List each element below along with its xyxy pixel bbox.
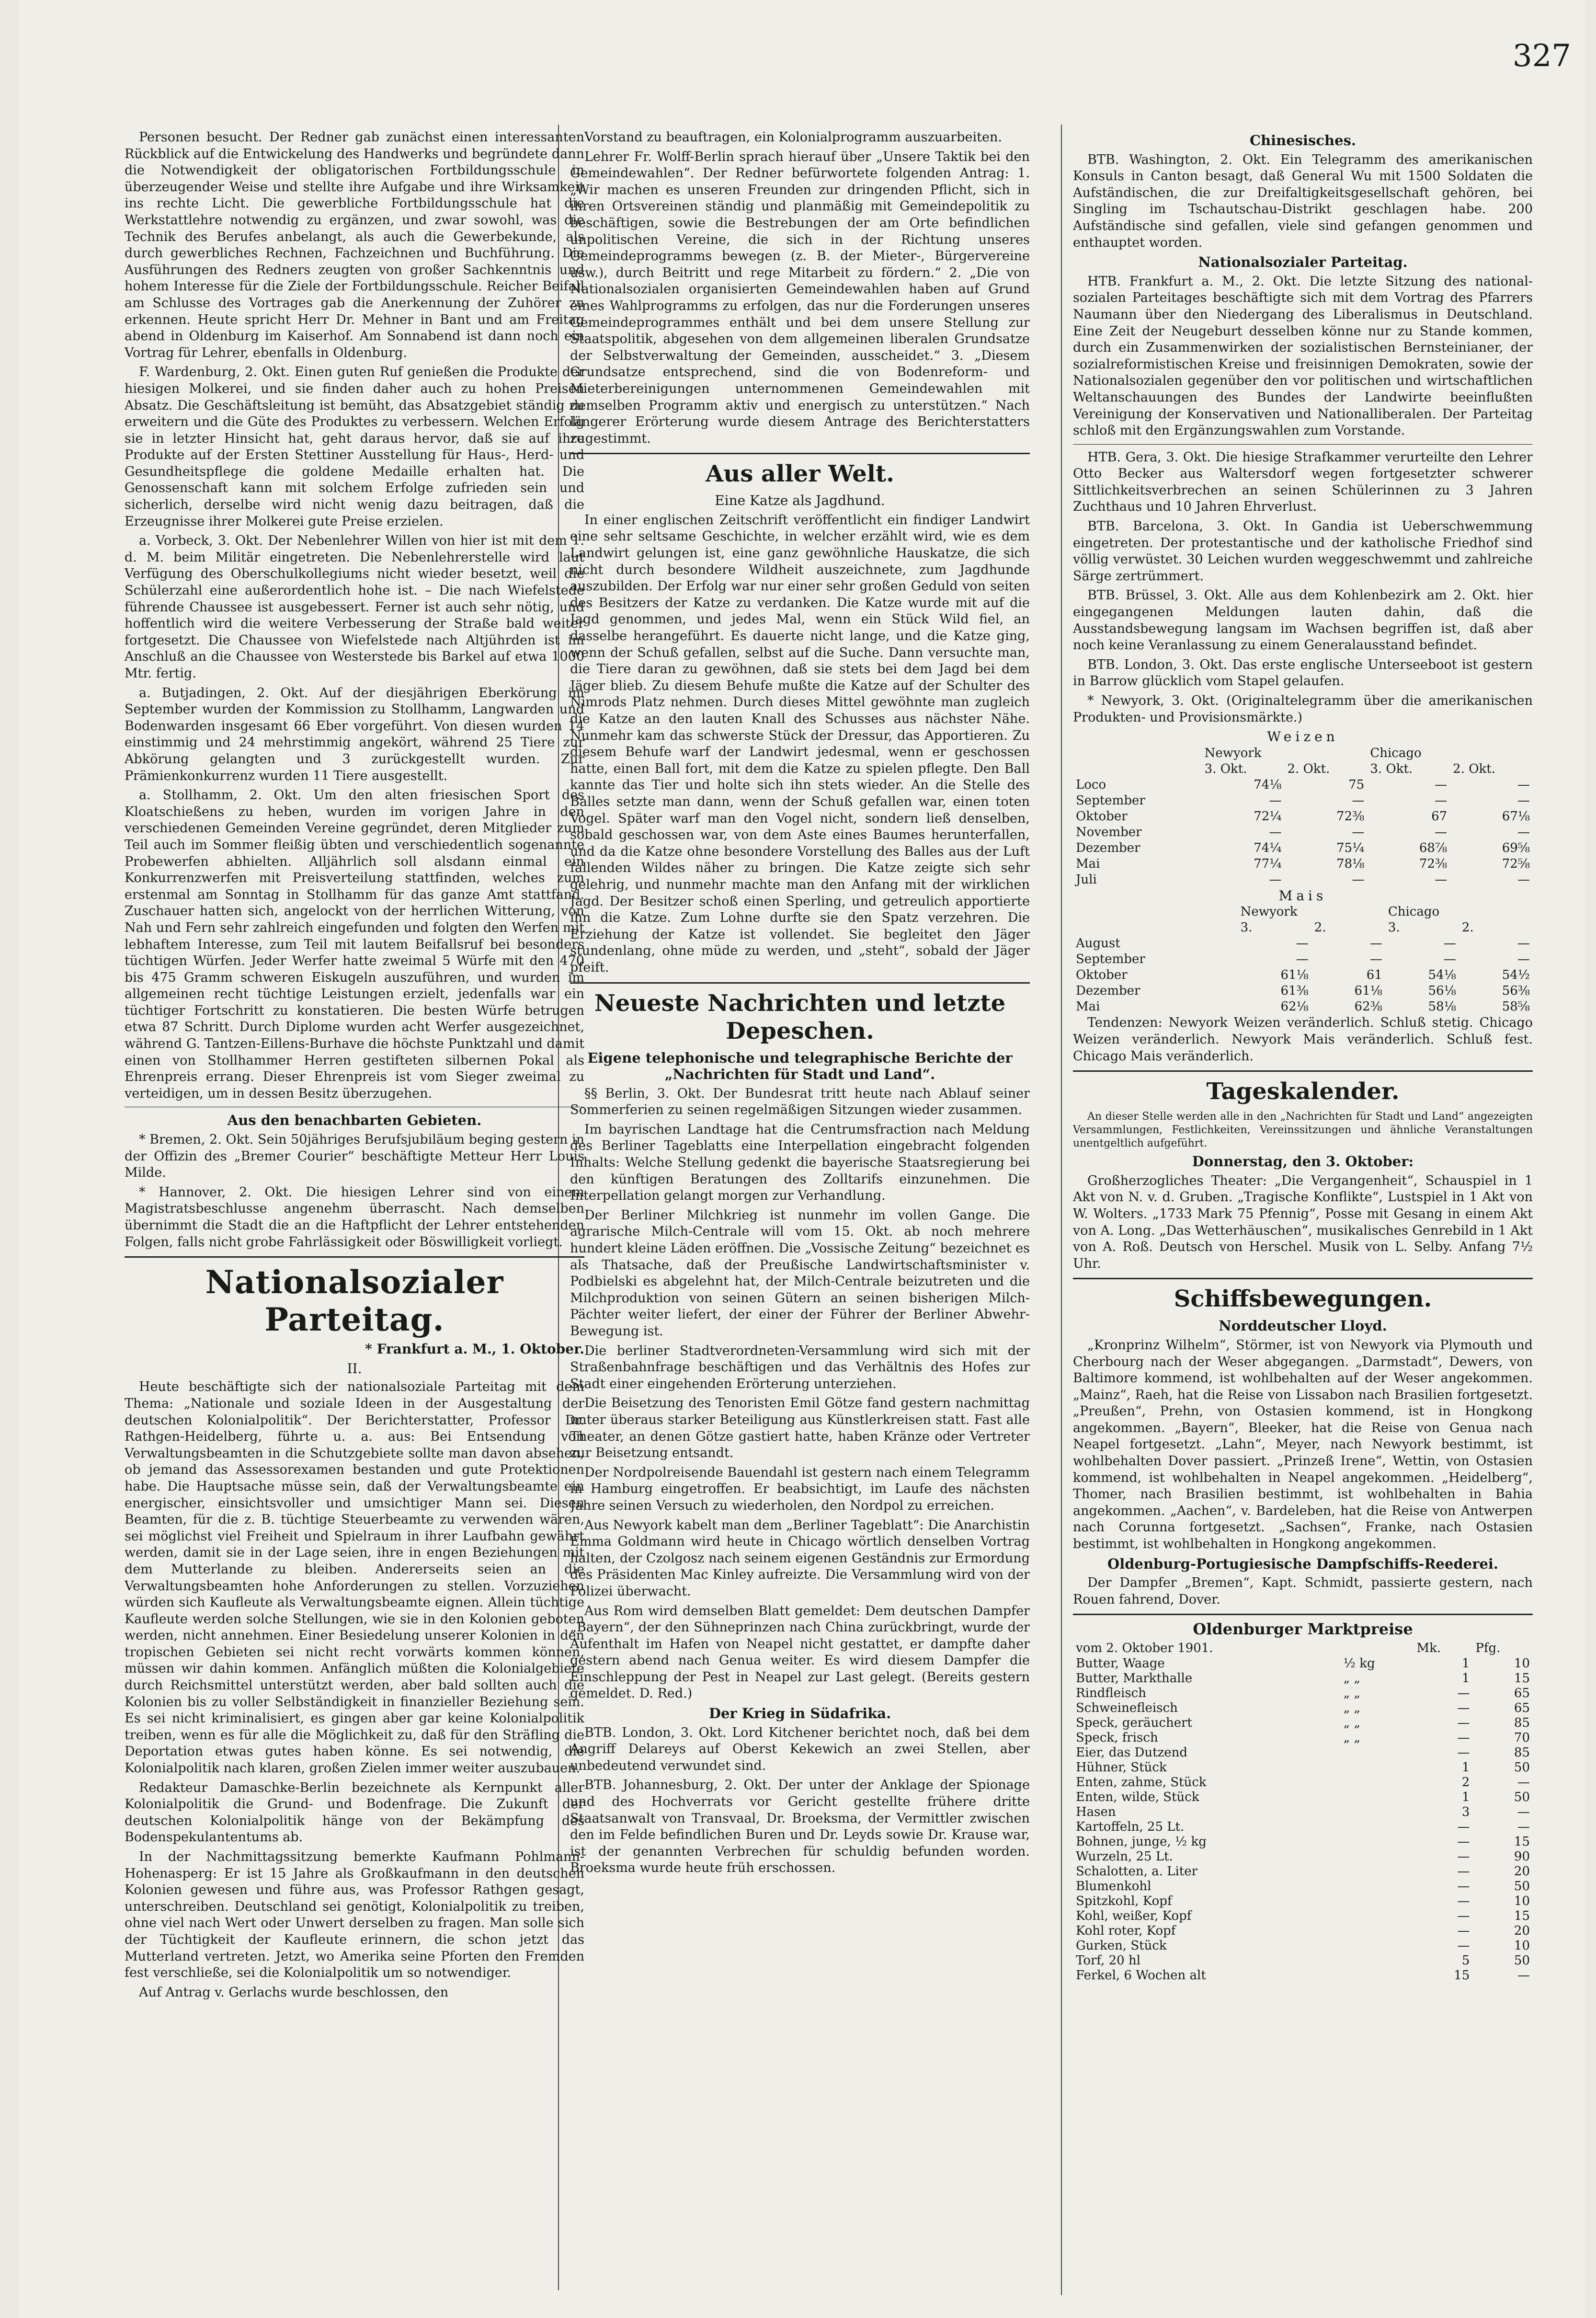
table-row	[1073, 1909, 1533, 1924]
price-cell: 61	[1366, 968, 1382, 983]
item-label: Enten, wilde, Stück	[1076, 1790, 1199, 1804]
article-text: „Kronprinz Wilhelm“, Störmer, ist von Newyork via Plymouth und Cherbourg nach der Weser abgegangen. „Darmstadt“, Dewers, von Baltimore kommend, ist wohlbehalten auf der Weser angekommen. „Mainz“, Raeh, hat die Reise von Lissabon nach Brasilien fortgesetzt. „Preußen“, Prehn, von Ostasien kommend, ist in Hongkong angekommen. „Bayern“, Bleeker, hat die Reise von Genua nach Neapel fortgesetzt. „Lahn“, Meyer, nach Newyork bestimmt, ist wohlbehalten Dover passiert. „Prinzeß Irene“, Wettin, von Ostasien kommend, ist wohlbehalten in Neapel angekommen. „Heidelberg“, Thomer, nach Brasilien bestimmt, ist wohlbehalten in Bahia angekommen. „Aachen“, v. Bardeleben, hat die Reise von Antwerpen nach Corunna fortgesetzt. „Sachsen“, Franke, nach Ostasien bestimmt, ist wohlbehalten in Hongkong angekommen.	[1073, 1337, 1533, 1552]
table-row	[1073, 1701, 1533, 1716]
price-cell: 72¼	[1254, 809, 1282, 824]
item-label: Enten, zahme, Stück	[1076, 1775, 1207, 1790]
column-header: 2.	[1314, 920, 1326, 935]
table-row	[1073, 1968, 1533, 1983]
table-row	[1073, 1805, 1533, 1820]
price-cell: —	[1435, 777, 1448, 792]
price-cell: 77¼	[1254, 856, 1282, 871]
item-label: Gurken, Stück	[1076, 1939, 1167, 1953]
mark-cell: —	[1457, 1686, 1470, 1700]
table-header	[1073, 746, 1533, 761]
article-text: Auf Antrag v. Gerlachs wurde beschlossen, den	[139, 1985, 449, 2000]
item-label: Kartoffeln, 25 Lt.	[1076, 1820, 1185, 1834]
price-cell: 68⅞	[1419, 840, 1448, 855]
price-cell: —	[1369, 952, 1382, 967]
mark-cell: —	[1457, 1731, 1470, 1745]
price-cell: 78⅛	[1336, 856, 1365, 871]
article-text: Der Nordpolreisende Bauendahl ist gestern nach einem Telegramm in Hamburg eingetroffen. Er beabsichtigt, im Laufe des nächsten Jahre seinen Versuch zu wiederholen, den Nordpol zu erreichen.	[570, 1465, 1030, 1513]
mark-cell: —	[1457, 1716, 1470, 1730]
table-row	[1073, 1760, 1533, 1775]
divider	[1073, 1070, 1533, 1072]
item-label: Speck, frisch	[1076, 1731, 1158, 1745]
item-label: Schalotten, a. Liter	[1076, 1864, 1198, 1879]
month-label: Oktober	[1076, 968, 1128, 983]
article-heading: Chinesisches.	[1249, 132, 1356, 149]
table-row	[1073, 952, 1533, 967]
article-text: a. Vorbeck, 3. Okt. Der Nebenlehrer Willen von hier ist mit dem 1. d. M. beim Militär eingetreten. Die Nebenlehrerstelle wird laut Verfügung des Oberschulkollegiums nicht wieder besetzt, weil die Schülerzahl eine außerordentlich hohe ist. – Die nach Wiefelstede führende Chaussee ist ausgebessert. Ferner ist auch sehr nötig, und hoffentlich wird die weitere Verbesserung der Straße bald weiter fortgesetzt. Die Chaussee von Wiefelstede nach Altjührden ist im Anschluß an die Chaussee von Westerstede bis Barkel auf etwa 1000 Mtr. fertig.	[125, 533, 584, 681]
unit-cell	[1341, 1879, 1414, 1894]
column-header: 3. Okt.	[1204, 761, 1247, 776]
price-cell: 56⅜	[1502, 984, 1530, 998]
month-label: Dezember	[1076, 984, 1140, 998]
unit-cell	[1341, 1953, 1414, 1968]
article-text: * Hannover, 2. Okt. Die hiesigen Lehrer sind von einem Magistratsbeschlusse angenehm überrascht. Nach demselben übernimmt die Stadt die an die Haftpflicht der Lehrer entstehenden Folgen, falls nicht grobe Fahrlässigkeit oder Böswilligkeit vorliegt.	[125, 1184, 584, 1250]
month-label: Mai	[1076, 999, 1100, 1014]
month-label: November	[1076, 825, 1142, 839]
column-header: 2. Okt.	[1287, 761, 1330, 776]
price-cell: 67	[1431, 809, 1448, 824]
unit-cell	[1341, 1968, 1414, 1983]
article-text: Die Beisetzung des Tenoristen Emil Götze fand gestern nachmittag unter überaus starker Beteiligung aus Künstlerkreisen statt. Fast alle Theater, an denen Götze gastiert hatte, haben Kränze oder Vertreter zur Beisetzung entsandt.	[570, 1396, 1030, 1461]
table-row	[1073, 856, 1533, 872]
unit-cell	[1341, 1760, 1414, 1775]
pfennig-cell: 70	[1514, 1731, 1530, 1745]
article-text: Der Dampfer „Bremen“, Kapt. Schmidt, passierte gestern, nach Rouen fahrend, Dover.	[1073, 1575, 1533, 1607]
price-cell: —	[1517, 777, 1530, 792]
unit-cell	[1341, 1924, 1414, 1939]
table-header	[1073, 920, 1533, 936]
item-label: Kohl, weißer, Kopf	[1076, 1909, 1192, 1923]
unit-cell: „ „	[1343, 1716, 1360, 1730]
table-row	[1073, 1775, 1533, 1790]
article-text: a. Butjadingen, 2. Okt. Auf der diesjährigen Eberkörung im September wurden der Kommission zu Stollhamm, Langwarden und Bodenwarden insgesamt 66 Eber vorgeführt. Von diesen wurden 14 einstimmig und 24 mehrstimmig angekört, während 25 Tiere zur Abkörung gelangten und 3 zurückgestellt wurden. Zur Prämienkonkurrenz wurden 11 Tiere ausgestellt.	[125, 685, 584, 783]
pfennig-cell: 20	[1514, 1924, 1530, 1938]
pfennig-cell: 10	[1514, 1656, 1530, 1671]
article-text: F. Wardenburg, 2. Okt. Einen guten Ruf genießen die Produkte der hiesigen Molkerei, und sie finden daher auch zu hohen Preisen Absatz. Die Geschäftsleitung ist bemüht, das Absatzgebiet ständig zu erweitern und die Güte des Produktes zu verbessern. Welchen Erfolg sie in letzter Hinsicht hat, geht daraus hervor, daß sie auf ihre Produkte auf der Ersten Stettiner Ausstellung für Haus-, Herd- und Gesundheitspflege die goldene Medaille erhalten hat. Die Genossenschaft kann mit solchem Erfolge zufrieden sein und sicherlich, derselbe wird nicht wenig dazu beitragen, daß die Erzeugnisse ihrer Molkerei gute Preise erzielen.	[125, 365, 584, 529]
table-row	[1073, 1953, 1533, 1968]
item-label: Torf, 20 hl	[1076, 1953, 1141, 1968]
article-text: Im bayrischen Landtage hat die Centrumsfraction nach Meldung des Berliner Tageblatts eine Interpellation eingebracht folgenden Inhalts: Welche Stellung gedenkt die bayerische Staatsregierung bei den künftigen Beratungen des Zolltarifs einzunehmen. Die Interpellation gelangt morgen zur Verhandlung.	[570, 1122, 1030, 1204]
table-row	[1073, 1939, 1533, 1953]
price-cell: —	[1435, 825, 1448, 839]
column-header: 2.	[1461, 920, 1474, 935]
month-label: Loco	[1076, 777, 1106, 792]
table-header	[1073, 761, 1533, 777]
mark-cell: —	[1457, 1835, 1470, 1849]
pfennig-cell: 65	[1514, 1701, 1530, 1715]
table-row	[1073, 825, 1533, 840]
pfennig-cell: 85	[1514, 1716, 1530, 1730]
price-cell: 58⅛	[1428, 999, 1456, 1014]
column-3	[1073, 129, 1533, 2295]
table-row	[1073, 983, 1533, 999]
price-cell: —	[1517, 936, 1530, 951]
item-label: Butter, Waage	[1076, 1656, 1165, 1671]
mark-cell: —	[1457, 1745, 1470, 1760]
section-heading: Neueste Nachrichten und letzte Depeschen.	[594, 989, 1006, 1044]
column-rule	[1061, 125, 1062, 2295]
table-row	[1073, 967, 1533, 983]
price-cell: 72⅜	[1419, 856, 1448, 871]
table-row	[1073, 872, 1533, 888]
wheat-table	[1073, 746, 1533, 888]
page-number: 327	[1512, 38, 1571, 74]
table-row	[1073, 1849, 1533, 1864]
article-text: a. Stollhamm, 2. Okt. Um den alten friesischen Sport des Kloatschießens zu heben, wurden im vorigen Jahre in den verschiedenen Gemeinden Vereine gegründet, deren Mitglieder zum Teil auch im Sommer fleißig übten und verschiedentlich sogenannte Probewerfen abhielten. Alljährlich soll alsdann einmal ein Konkurrenzwerfen mit Preisverteilung stattfinden, welches zum erstenmal am Sonntag in Stollhamm für das ganze Amt stattfand. Zuschauer hatten sich, angelockt von der herrlichen Witterung, von Nah und Fern sehr zahlreich eingefunden und folgten den Werfen mit lebhaftem Interesse, zum Teil mit lautem Beifallsruf bei besonders tüchtigen Würfen. Jeder Werfer hatte zweimal 5 Würfe mit den 470 bis 475 Gramm schweren Eiskugeln auszuführen, und wurden im allgemeinen recht tüchtige Leistungen erzielt, jedenfalls war ein tüchtiger Fortschritt zu konstatieren. Die besten Würfe betrugen etwa 87 Schritt. Durch Diplome wurden acht Werfer ausgezeichnet, während G. Tantzen-Eillens-Burhave die höchste Punktzahl und damit einen von Stollhammer Herren gestifteten silbernen Pokal als Ehrenpreis errang. Dieser Ehrenpreis ist vom Sieger zweimal zu verteidigen, um in dessen Besitz überzugehen.	[125, 788, 584, 1101]
unit-cell	[1341, 1864, 1414, 1879]
dateline: * Frankfurt a. M., 1. Oktober.	[365, 1341, 584, 1357]
price-cell: —	[1443, 952, 1456, 967]
article-text: Redakteur Damaschke-Berlin bezeichnete als Kernpunkt aller Kolonialpolitik die Grund- und Bodenfrage. Die Zukunft der deutschen Kolonialpolitik hänge von der Bekämpfung des Bodenspekulantentums ab.	[125, 1780, 584, 1845]
pfennig-cell: —	[1517, 1775, 1530, 1790]
month-label: Juli	[1076, 872, 1097, 887]
pfennig-cell: 15	[1514, 1835, 1530, 1849]
article-heading: Der Krieg in Südafrika.	[708, 1705, 891, 1722]
article-text: BTB. Barcelona, 3. Okt. In Gandia ist Ueberschwemmung eingetreten. Der protestantische und der katholische Friedhof sind völlig verwüstet. 30 Leichen wurden weggeschwemmt und zahlreiche Särge zertrümmert.	[1073, 519, 1533, 584]
price-cell: —	[1517, 825, 1530, 839]
column-header: 3. Okt.	[1370, 761, 1413, 776]
calendar-text: Großherzogliches Theater: „Die Vergangenheit“, Schauspiel in 1 Akt von N. v. d. Gruben. „Tragische Konflikte“, Lustspiel in 1 Akt von W. Wolters. „1733 Mark 75 Pfennig“, Posse mit Gesang in einem Akt von A. Long. „Das Wetterhäuschen“, musikalisches Genrebild in 1 Akt von A. Roß. Deutsch von Herschel. Musik von L. Selby. Anfang 7½ Uhr.	[1073, 1173, 1533, 1271]
article-text: Heute beschäftigte sich der nationalsoziale Parteitag mit dem Thema: „Nationale und soziale Ideen in der Ausgestaltung der deutschen Kolonialpolitik“. Der Berichterstatter, Professor Dr. Rathgen-Heidelberg, führte u. a. aus: Bei Entsendung von Verwaltungsbeamten in die Schutzgebiete sollte man davon absehen, ob jemand das Assessorexamen bestanden und gute Protektionen habe. Die Hauptsache müsse sein, daß der Verwaltungsbeamte ein energischer, einsichtsvoller und umsichtiger Mann sei. Diesen Beamten, für die z. B. tüchtige Steuerbeamte zu verwenden wären, sei möglichst viel Freiheit und Spielraum in ihrer Laufbahn gewährt werden, damit sie in der Lage seien, ihre in engen Beziehungen mit dem Mutterlande zu bleiben. Andererseits seien an die Verwaltungsbeamten hohe Anforderungen zu stellen. Vorzuziehen würden sich Kaufleute als Verwaltungsbeamte eignen. Allein tüchtige Kaufleute werden solche Stellungen, wie sie in den Kolonien geboten werden, nicht annehmen. Einer Besiedelung unserer Kolonien in den tropischen Gebieten sei nicht recht vorwärts kommen können, müssen wir dahin kommen. Anfänglich müßten die Kolonialgebiete durch Reichsmittel unterstützt werden, aber bald sollten auch die Kolonien bis zu voller Selbständigkeit in finanzieller Beziehung sein. Es sei nicht kriminalisiert, es gingen aber gar keine Kolonialpolitik treiben, wenn es für alle die Möglichkeit zu, daß für den Sträfling die Deportation etwas gutes haben könne. Es sei notwendig, die Kolonialpolitik nach klaren, großen Zielen immer weiter auszubauen.	[125, 1379, 584, 1776]
article-text: In der Nachmittagssitzung bemerkte Kaufmann Pohlmann-Hohenasperg: Er ist 15 Jahre als Großkaufmann in den deutschen Kolonien gewesen und führe aus, was Professor Rathgen gesagt, unterschreiben. Deutschland sei genötigt, Kolonialpolitik zu treiben, ohne viel nach Wert oder Unwert derselben zu fragen. Man solle sich der Tüchtigkeit der Kaufleute erinnern, die schon jetzt das Mutterland vertreten. Jetzt, wo Amerika seine Pforten den Fremden fest verschließe, sei die Kolonialpolitik um so notwendiger.	[125, 1849, 584, 1981]
mark-cell: —	[1457, 1820, 1470, 1834]
pfennig-cell: 50	[1514, 1953, 1530, 1968]
month-label: Mai	[1076, 856, 1100, 871]
unit-cell	[1341, 1805, 1414, 1820]
mark-cell: —	[1457, 1924, 1470, 1938]
column-header: 3.	[1240, 920, 1253, 935]
mark-cell: —	[1457, 1849, 1470, 1864]
article-text: In einer englischen Zeitschrift veröffentlicht ein findiger Landwirt eine sehr seltsame Geschichte, in welcher erzählt wird, wie es dem Landwirt gelungen ist, eine ganz gewöhnliche Hauskatze, die sich nicht durch besondere Wildheit auszeichnete, zum Jagdhunde auszubilden. Der Erfolg war nur einer sehr großen Geduld von seiten des Besitzers der Katze zu verdanken. Die Katze wurde mit auf die Jagd genommen, und jedes Mal, wenn ein Stück Wild fiel, an dasselbe herangeführt. Es dauerte nicht lange, und die Katze ging, wenn der Schuß gefallen, selbst auf die Suche. Dann versuchte man, die Tiere daran zu gewöhnen, daß sie stets bei dem Jagd bei dem Jäger blieb. Zu diesem Behufe mußte die Katze auf der Schulter des Nimrods Platz nehmen. Durch dieses Mittel gewöhnte man zugleich die Katze an den lauten Knall des Schusses aus nächster Nähe. Nunmehr kam das schwerste Stück der Dressur, das Apportieren. Zu diesem Behufe warf der Landwirt jedesmal, wenn er geschossen hatte, einen Ball fort, mit dem die Katze zu spielen pflegte. Den Ball kannte das Tier und holte sich ihn stets wieder. An die Stelle des Balles setzte man dann, wenn der Schuß gefallen war, einen toten Vogel. Später warf man den Vogel nicht, sondern ließ denselben, sobald geschossen war, von dem Aste eines Baumes herunterfallen, und da die Katze ohne besondere Vorstellung des Balles aus der Luft fallenden Wildes näher zu bringen. Die Katze zeigte sich sehr gelehrig, und nunmehr machte man den Anfang mit der wirklichen Jagd. Der Besitzer schoß einen Sperling, und getreulich apportierte ihn die Katze. Zum Lohne durfte sie den Spatz verzehren. Die Erziehung der Katze ist vollendet. Sie begleitet den Jäger stundenlang, ohne müde zu werden, und „steht“, sobald der Jäger pfeift.	[570, 512, 1030, 975]
price-cell: —	[1296, 952, 1309, 967]
table-row	[1073, 840, 1533, 856]
pfennig-cell: 15	[1514, 1909, 1530, 1923]
pfennig-cell: 65	[1514, 1686, 1530, 1700]
section-subheading: Eigene telephonische und telegraphische Berichte der „Nachrichten für Stadt und Land“.	[587, 1049, 1013, 1083]
article-text: Aus Rom wird demselben Blatt gemeldet: Dem deutschen Dampfer „Bayern“, der den Sühneprinzen nach China zurückbringt, wurde der Aufenthalt im Hafen von Neapel nicht gestattet, er dampfte daher gestern abend nach Genua weiter. Es wird diesem Dampfer die Einschleppung der Pest in Neapel zur Last gelegt. (Bereits gestern gemeldet. D. Red.)	[570, 1603, 1030, 1701]
mark-cell: 3	[1461, 1805, 1470, 1819]
price-cell: —	[1269, 793, 1282, 808]
item-label: Bohnen, junge, ½ kg	[1076, 1835, 1207, 1849]
mark-cell: —	[1457, 1894, 1470, 1908]
divider	[570, 982, 1030, 984]
price-cell: 58⅝	[1502, 999, 1530, 1014]
unit-cell: „ „	[1343, 1701, 1360, 1715]
article-heading: Oldenburg-Portugiesische Dampfschiffs-Reederei.	[1107, 1555, 1499, 1572]
price-cell: 62⅜	[1354, 999, 1382, 1014]
pfennig-cell: 10	[1514, 1894, 1530, 1908]
article-text: Vorstand zu beauftragen, ein Kolonialprogramm auszuarbeiten.	[584, 130, 1002, 145]
article-text: BTB. Brüssel, 3. Okt. Alle aus dem Kohlenbezirk am 2. Okt. hier eingegangenen Meldungen lauten dahin, daß die Ausstandsbewegung langsam im Wachsen begriffen ist, daß aber noch keine Veranlassung zu einem Generalausstand befindet.	[1073, 588, 1533, 653]
section-heading: Aus aller Welt.	[706, 460, 894, 488]
item-label: Wurzeln, 25 Lt.	[1076, 1849, 1173, 1864]
month-label: September	[1076, 793, 1145, 808]
article-text: HTB. Frankfurt a. M., 2. Okt. Die letzte Sitzung des national-sozialen Parteitages beschäftigte sich mit dem Vortrag des Pfarrers Naumann über den Niedergang des Liberalismus in Deutschland. Eine Zeit der Neugeburt desselben könne nur zu Stande kommen, durch ein Zusammenwirken der sozialistischen Bernsteinianer, der sozialreformistischen Kreise und freisinnigen Demokraten, sowie der Nationalsozialen gegenüber den vor politischen und wirtschaftlichen Weltanschauungen des Bundes der Landwirte beeinflußten Vereinigung der Konservativen und Nationalliberalen. Der Parteitag schloß mit den Ergänzungswahlen zum Vorstande.	[1073, 274, 1533, 438]
unit-cell: „ „	[1343, 1731, 1360, 1745]
part-number: II.	[347, 1360, 362, 1377]
calendar-date: Donnerstag, den 3. Oktober:	[1192, 1153, 1414, 1170]
table-row	[1073, 1745, 1533, 1760]
section-heading: Tageskalender.	[1206, 1078, 1400, 1105]
table-row	[1073, 1894, 1533, 1909]
price-cell: —	[1517, 793, 1530, 808]
price-cell: —	[1352, 872, 1365, 887]
divider	[125, 1256, 584, 1258]
divider	[1073, 1614, 1533, 1615]
mark-cell: 15	[1454, 1968, 1470, 1983]
column-header: Chicago	[1370, 746, 1422, 760]
pfennig-cell: 50	[1514, 1760, 1530, 1775]
table-row	[1073, 793, 1533, 809]
article-heading: Norddeutscher Lloyd.	[1219, 1318, 1387, 1334]
price-cell: —	[1443, 936, 1456, 951]
unit-cell	[1341, 1820, 1414, 1835]
table-row	[1073, 1864, 1533, 1879]
pfennig-cell: —	[1517, 1820, 1530, 1834]
table-row	[1073, 1731, 1533, 1745]
market-prices-table	[1073, 1641, 1533, 1983]
column-header: 2. Okt.	[1453, 761, 1496, 776]
article-text: BTB. London, 3. Okt. Das erste englische Unterseeboot ist gestern in Barrow glücklich vom Stapel gelaufen.	[1073, 657, 1533, 689]
mark-cell: 5	[1461, 1953, 1470, 1968]
table-row	[1073, 1835, 1533, 1849]
price-cell: —	[1296, 936, 1309, 951]
table-row	[1073, 1686, 1533, 1701]
table-row	[1073, 1790, 1533, 1805]
market-tendencies: Tendenzen: Newyork Weizen veränderlich. Schluß stetig. Chicago Weizen veränderlich. Newyork Mais veränderlich. Schluß fest. Chicago Mais veränderlich.	[1073, 1015, 1533, 1064]
article-text: BTB. Johannesburg, 2. Okt. Der unter der Anklage der Spionage und des Hochverrats vor Gericht gestellte frühere dritte Staatsanwalt von Transvaal, Dr. Broeksma, der Vermittler zwischen den im Felde befindlichen Buren und Dr. Leyds sowie Dr. Krause war, ist der genannten Verbrechen für schuldig befunden worden. Broeksma wurde heute früh erschossen.	[570, 1778, 1030, 1876]
unit-cell	[1341, 1790, 1414, 1805]
table-row	[1073, 777, 1533, 793]
table-header	[1073, 1641, 1533, 1656]
price-cell: —	[1435, 793, 1448, 808]
article-text: Lehrer Fr. Wolff-Berlin sprach hierauf über „Unsere Taktik bei den Gemeindewahlen“. Der Redner befürwortete folgenden Antrag: 1. „Wir machen es unseren Freunden zur dringenden Pflicht, sich in ihren Ortsvereinen ständig und planmäßig mit Gemeindepolitik zu beschäftigen, sowie die Bestrebungen der am Orte befindlichen unpolitischen Vereine, die sich in der Richtung unseres Gemeindeprogramms bewegen (z. B. der Mieter-, Bürgervereine usw.), durch Beitritt und rege Mitarbeit zu fördern.“ 2. „Die von Nationalsozialen organisierten Gemeindewahlen haben auf Grund eines Wahlprogramms zu erfolgen, das nur die Forderungen unseres Gemeindeprogrammes enthält und bei dem unsere Stellung zur Staatspolitik, abgesehen von dem allgemeinen liberalen Grundsatze der Selbstverwaltung der Gemeinden, ausscheidet.“ 3. „Diesem Grundsatze entsprechend, sind die von Bodenreform- und Mieterbereinigungen unternommenen Gemeindewahlen mit demselben Programm aktiv und energisch zu unterstützen.“ Nach längerer Erörterung wurde diesem Antrage des Berichterstatters zugestimmt.	[570, 149, 1030, 446]
unit-cell	[1341, 1835, 1414, 1849]
price-cell: 74¼	[1254, 840, 1282, 855]
column-header: 3.	[1388, 920, 1400, 935]
pfennig-cell: 50	[1514, 1790, 1530, 1804]
article-text: §§ Berlin, 3. Okt. Der Bundesrat tritt heute nach Ablauf seiner Sommerferien zu seinen regelmäßigen Sitzungen wieder zusammen.	[570, 1086, 1030, 1118]
price-cell: 75¼	[1336, 840, 1365, 855]
corn-table	[1073, 904, 1533, 1015]
article-text: Der Berliner Milchkrieg ist nunmehr im vollen Gange. Die agrarische Milch-Centrale will vom 15. Okt. ab noch mehrere hundert kleine Läden eröffnen. Die „Vossische Zeitung“ bezeichnet es als Thatsache, daß der Preußische Landwirtschaftsminister v. Podbielski es abgelehnt hat, der Milch-Centrale beizutreten und die Milchproduktion von seinen Gütern an seinen bisherigen Milch-Pächter weiter liefert, der einer der Führer der Berliner Abwehr-Bewegung ist.	[570, 1207, 1030, 1339]
price-cell: 61⅛	[1354, 984, 1382, 998]
price-cell: 54⅛	[1428, 968, 1456, 983]
mark-cell: 2	[1461, 1775, 1470, 1790]
table-row	[1073, 999, 1533, 1015]
price-cell: —	[1517, 952, 1530, 967]
calendar-note: An dieser Stelle werden alle in den „Nachrichten für Stadt und Land“ angezeigten Versammlungen, Festlichkeiten, Vereinssitzungen und ähnliche Veranstaltungen unentgeltlich aufgeführt.	[1073, 1111, 1533, 1150]
column-header: vom 2. Oktober 1901.	[1076, 1641, 1213, 1655]
pfennig-cell: —	[1517, 1968, 1530, 1983]
table-title: Mais	[1278, 887, 1327, 904]
mark-cell: 1	[1461, 1760, 1470, 1775]
mark-cell: 1	[1461, 1656, 1470, 1671]
article-text: BTB. Washington, 2. Okt. Ein Telegramm des amerikanischen Konsuls in Canton besagt, daß General Wu mit 1500 Soldaten die Aufständischen, die zur Dreifaltigkeitsgesellschaft gehören, bei Singling im Tschautschau-Distrikt geschlagen habe. 200 Aufständische sind gefallen, viele sind gefangen genommen und enthauptet worden.	[1073, 152, 1533, 250]
article-text: * Bremen, 2. Okt. Sein 50jähriges Berufsjubiläum beging gestern in der Offizin des „Bremer Courier“ beschäftigte Metteur Herr Louis Milde.	[125, 1132, 584, 1181]
unit-cell: „ „	[1343, 1671, 1360, 1686]
column-header: Pfg.	[1475, 1641, 1501, 1655]
article-text: Personen besucht. Der Redner gab zunächst einen interessanten Rückblick auf die Entwickelung des Handwerks und begründete dann die Notwendigkeit der obligatorischen Fortbildungsschule in überzeugender Weise und stellte ihre Aufgabe und ihre Wirksamkeit ins rechte Licht. Die gewerbliche Fortbildungsschule hat die Werkstattlehre notwendig zu ergänzen, und zwar sowohl, was die Technik des Berufes anbelangt, als auch die Gewerbekunde, als durch gewerbliches Rechnen, Fachzeichnen und Buchführung. Die Ausführungen des Redners zeugten von großer Sachkenntnis und hohem Interesse für die Ziele der Fortbildungsschule. Reicher Beifall am Schlusse des Vortrages gab die Anerkennung der Zuhörer zu erkennen. Heute spricht Herr Dr. Mehner in Bant und am Freitag abend in Oldenburg im Kaiserhof. Am Sonnabend ist dann noch ein Vortrag für Lehrer, ebenfalls in Oldenburg.	[125, 130, 584, 360]
unit-cell	[1341, 1775, 1414, 1790]
column-1	[125, 129, 584, 2285]
divider	[1073, 1278, 1533, 1279]
article-heading: Eine Katze als Jagdhund.	[715, 493, 885, 509]
mark-cell: 1	[1461, 1671, 1470, 1686]
unit-cell	[1341, 1939, 1414, 1953]
table-header	[1073, 904, 1533, 920]
table-title: Weizen	[1267, 729, 1339, 745]
item-label: Spitzkohl, Kopf	[1076, 1894, 1172, 1908]
price-cell: 67⅛	[1502, 809, 1530, 824]
month-label: September	[1076, 952, 1145, 967]
table-row	[1073, 1671, 1533, 1686]
month-label: Oktober	[1076, 809, 1128, 824]
unit-cell: „ „	[1343, 1686, 1360, 1700]
item-label: Butter, Markthalle	[1076, 1671, 1193, 1686]
divider	[570, 453, 1030, 454]
price-cell: 54½	[1502, 968, 1530, 983]
item-label: Eier, das Dutzend	[1076, 1745, 1188, 1760]
table-row	[1073, 1924, 1533, 1939]
price-cell: 75	[1348, 777, 1365, 792]
mark-cell: —	[1457, 1864, 1470, 1879]
unit-cell	[1341, 1909, 1414, 1924]
item-label: Blumenkohl	[1076, 1879, 1151, 1893]
price-cell: —	[1435, 872, 1448, 887]
article-text: HTB. Gera, 3. Okt. Die hiesige Strafkammer verurteilte den Lehrer Otto Becker aus Waltersdorf wegen fortgesetzter schwerer Sittlichkeitsverbrechen an seinen Schülerinnen zu 3 Jahren Zuchthaus und 10 Jahren Ehrverlust.	[1073, 449, 1533, 515]
table-row	[1073, 1716, 1533, 1731]
unit-cell	[1341, 1745, 1414, 1760]
item-label: Kohl roter, Kopf	[1076, 1924, 1176, 1938]
pfennig-cell: 90	[1514, 1849, 1530, 1864]
price-cell: —	[1352, 793, 1365, 808]
price-cell: 56⅛	[1428, 984, 1456, 998]
column-2	[570, 129, 1030, 2285]
mark-cell: —	[1457, 1879, 1470, 1893]
price-cell: 69⅝	[1502, 840, 1530, 855]
article-text: * Newyork, 3. Okt. (Originaltelegramm über die amerikanischen Produkten- und Provisionsmärkte.)	[1073, 693, 1533, 725]
column-header: Chicago	[1388, 905, 1440, 919]
item-label: Hasen	[1076, 1805, 1116, 1819]
item-label: Schweinefleisch	[1076, 1701, 1178, 1715]
section-heading: Schiffsbewegungen.	[1174, 1285, 1432, 1313]
price-cell: 72⅜	[1336, 809, 1365, 824]
newspaper-page	[19, 0, 1585, 2318]
price-cell: —	[1269, 872, 1282, 887]
mark-cell: 1	[1461, 1790, 1470, 1804]
pfennig-cell: 15	[1514, 1671, 1530, 1686]
pfennig-cell: 50	[1514, 1879, 1530, 1893]
price-cell: 74⅛	[1254, 777, 1282, 792]
section-heading: Nationalsozialer Parteitag.	[205, 1263, 504, 1339]
divider	[1073, 444, 1533, 445]
mark-cell: —	[1457, 1909, 1470, 1923]
item-label: Rindfleisch	[1076, 1686, 1146, 1700]
article-text: Die berliner Stadtverordneten-Versammlung wird sich mit der Straßenbahnfrage beschäftigen und das Verhältnis des Hofes zur Stadt einer eingehenden Erörterung unterziehen.	[570, 1343, 1030, 1391]
item-label: Ferkel, 6 Wochen alt	[1076, 1968, 1206, 1983]
column-header: Newyork	[1204, 746, 1262, 760]
pfennig-cell: 20	[1514, 1864, 1530, 1879]
unit-cell	[1341, 1849, 1414, 1864]
mark-cell: —	[1457, 1939, 1470, 1953]
price-cell: 72⅝	[1502, 856, 1530, 871]
article-text: Aus Newyork kabelt man dem „Berliner Tageblatt“: Die Anarchistin Emma Goldmann wird heute in Chicago wörtlich denselben Vortrag halten, der Czolgosz nach seinem eigenen Geständnis zur Ermordung des Präsidenten Mac Kinley aufreizte. Die Versammlung wird von der Polizei überwacht.	[570, 1517, 1030, 1599]
price-cell: —	[1269, 825, 1282, 839]
pfennig-cell: —	[1517, 1805, 1530, 1819]
price-cell: —	[1352, 825, 1365, 839]
article-text: BTB. London, 3. Okt. Lord Kitchener berichtet noch, daß bei dem Angriff Delareys auf Oberst Kekewich an zwei Stellen, aber unbedeutend verwundet sind.	[570, 1725, 1030, 1773]
column-header: Mk.	[1416, 1641, 1441, 1655]
table-row	[1073, 1820, 1533, 1835]
price-cell: 61⅛	[1280, 968, 1309, 983]
table-row	[1073, 1879, 1533, 1894]
item-label: Speck, geräuchert	[1076, 1716, 1192, 1730]
table-row	[1073, 809, 1533, 825]
month-label: Dezember	[1076, 840, 1140, 855]
unit-cell	[1341, 1894, 1414, 1909]
price-cell: 61⅜	[1280, 984, 1309, 998]
unit-cell: ½ kg	[1343, 1656, 1375, 1671]
item-label: Hühner, Stück	[1076, 1760, 1167, 1775]
pfennig-cell: 85	[1514, 1745, 1530, 1760]
price-cell: —	[1517, 872, 1530, 887]
article-heading: Nationalsozialer Parteitag.	[1198, 254, 1408, 271]
price-cell: 62⅛	[1280, 999, 1309, 1014]
price-cell: —	[1369, 936, 1382, 951]
section-heading: Aus den benachbarten Gebieten.	[227, 1112, 482, 1129]
mark-cell: —	[1457, 1701, 1470, 1715]
market-title: Oldenburger Marktpreise	[1193, 1620, 1413, 1639]
pfennig-cell: 10	[1514, 1939, 1530, 1953]
table-row	[1073, 1656, 1533, 1671]
table-row	[1073, 936, 1533, 952]
month-label: August	[1076, 936, 1120, 951]
column-header: Newyork	[1240, 905, 1298, 919]
